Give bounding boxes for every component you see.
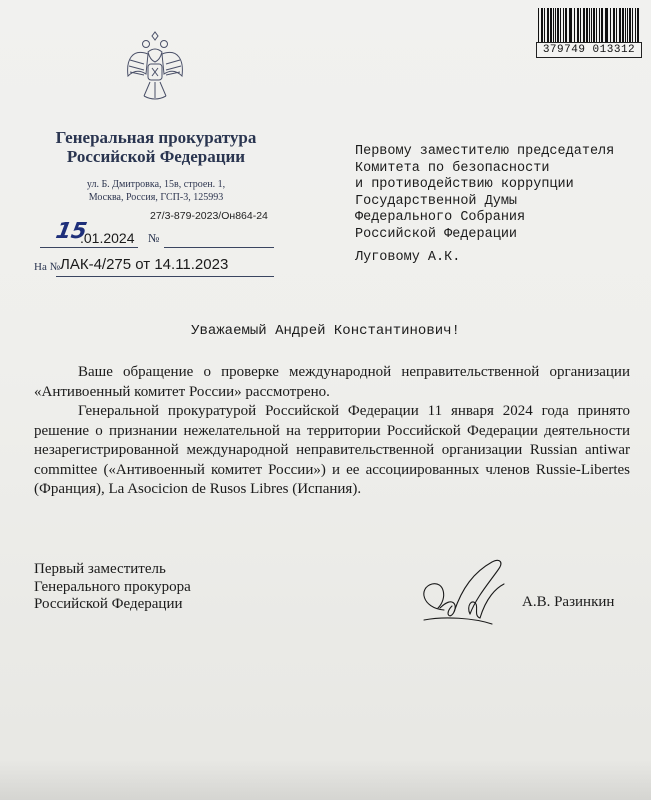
barcode-bar — [547, 8, 549, 42]
signer-title-line2: Генерального прокурора — [34, 578, 191, 595]
barcode-bar — [637, 8, 639, 42]
barcode-bar — [553, 8, 554, 42]
barcode-bar — [622, 8, 624, 42]
outgoing-number: 27/3-879-2023/Он864-24 — [150, 210, 268, 222]
signer-title-line1: Первый заместитель — [34, 561, 166, 577]
barcode-bar — [632, 8, 633, 42]
date-line — [34, 219, 274, 250]
signer-title — [34, 561, 191, 614]
recipient-line: Первому заместителю председателя — [355, 144, 615, 159]
barcode-bar — [574, 8, 575, 42]
barcode-bar — [627, 8, 628, 42]
letter-body — [34, 363, 630, 500]
recipient-line: Федерального Собрания — [355, 210, 526, 225]
handwritten-signature-icon — [414, 548, 514, 638]
org-address — [40, 178, 272, 204]
barcode-bar — [625, 8, 626, 42]
number-underline — [164, 247, 274, 248]
barcode-bar — [580, 8, 581, 42]
barcode-bar — [557, 8, 559, 42]
barcode-number: 379749 013312 — [536, 42, 642, 58]
signer-name: А.В. Разинкин — [522, 594, 615, 610]
recipient-name: Луговому А.К. — [355, 250, 461, 265]
body-paragraph: Ваше обращение о проверке международной неправительственной организации «Антивоенный комитет России» рассмотрено. — [34, 364, 630, 400]
barcode-bar — [635, 8, 636, 42]
barcode-bar — [577, 8, 579, 42]
barcode-bar — [589, 8, 590, 42]
barcode-bar — [605, 8, 608, 42]
date-value: .01.2024 — [80, 230, 135, 246]
org-address-line2: Москва, Россия, ГСП-3, 125993 — [88, 192, 224, 203]
number-sign: № — [148, 231, 160, 245]
barcode-bar — [596, 8, 597, 42]
barcode-bar — [616, 8, 617, 42]
recipient-line: и противодействию коррупции — [355, 177, 574, 192]
barcode-bar — [601, 8, 603, 42]
barcode-bar — [583, 8, 585, 42]
barcode-bar — [560, 8, 561, 42]
handwritten-day: 15 — [53, 219, 89, 244]
reference-prefix: На № — [34, 261, 61, 273]
reference-value: ЛАК-4/275 от 14.11.2023 — [60, 256, 229, 273]
barcode-bar — [541, 8, 543, 42]
barcode-bar — [619, 8, 621, 42]
page-shadow — [0, 760, 651, 800]
org-name-line1: Генеральная прокуратура — [55, 128, 257, 147]
barcode-bar — [550, 8, 552, 42]
barcode-bar — [593, 8, 595, 42]
reference-underline — [56, 276, 274, 277]
salutation: Уважаемый Андрей Константинович! — [191, 323, 460, 339]
org-name-line2: Российской Федерации — [66, 147, 246, 166]
barcode-bar — [555, 8, 556, 42]
org-address-line1: ул. Б. Дмитровка, 15в, строен. 1, — [86, 179, 226, 190]
barcode-bar — [591, 8, 592, 42]
barcode-bar — [629, 8, 631, 42]
coat-of-arms-icon — [122, 30, 188, 120]
barcode-bar — [586, 8, 588, 42]
recipient-line: Государственной Думы — [355, 193, 518, 209]
barcode-bar — [544, 8, 545, 42]
barcode-bar — [610, 8, 611, 42]
barcode-bar — [599, 8, 600, 42]
recipient-line: Российской Федерации — [355, 226, 518, 242]
recipient-line: Комитета по безопасности — [355, 160, 550, 176]
barcode-bar — [569, 8, 572, 42]
barcode-bar — [563, 8, 564, 42]
barcode-bar — [613, 8, 615, 42]
barcode-bar — [538, 8, 539, 42]
reference-line — [34, 255, 274, 277]
barcode-bar — [565, 8, 567, 42]
date-underline — [40, 247, 138, 248]
letterhead — [40, 128, 272, 204]
barcode-icon — [536, 8, 642, 42]
body-paragraph: Генеральной прокуратурой Российской Федерации 11 января 2024 года принято решение о признании нежелательной на территории Российской Федерации деятельности незарегистрированной международной неправительственной организации Russian antiwar committee («Антивоенный комитет России») и ее ассоциированных членов Russie-Libertes (Франция), La Asocicion de Rusos Libres (Испания). — [34, 403, 630, 497]
signer-title-line3: Российской Федерации — [34, 596, 183, 612]
recipient-block — [355, 144, 635, 243]
